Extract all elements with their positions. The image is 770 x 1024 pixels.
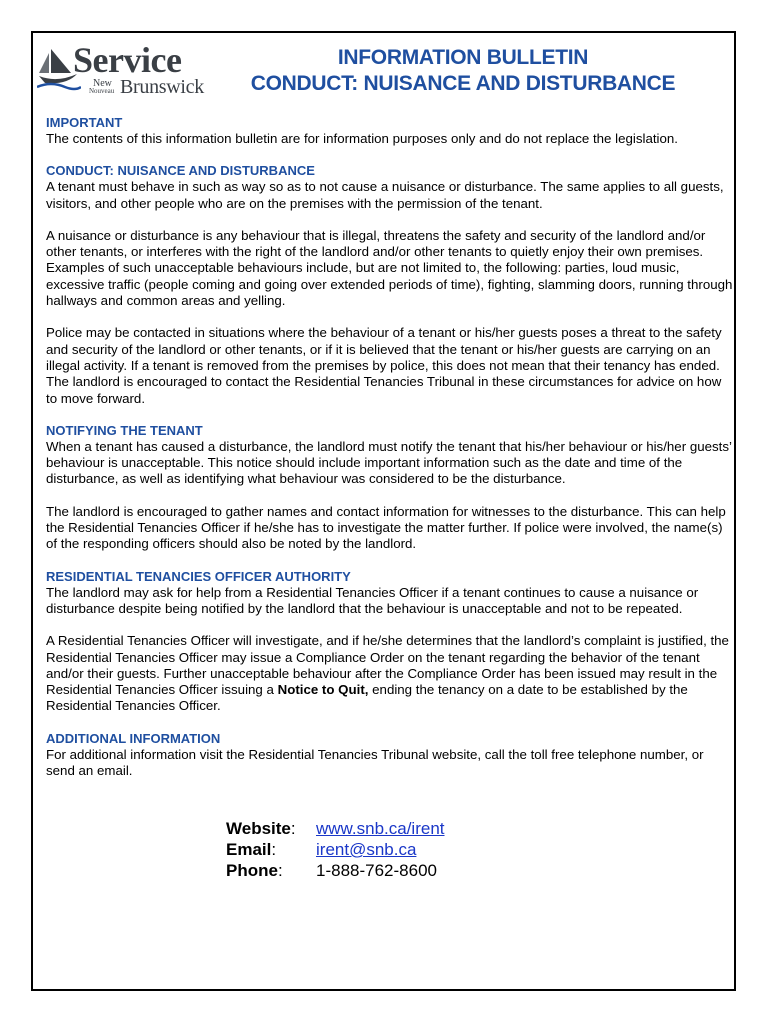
section-authority <box>46 569 736 715</box>
phone-number: 1-888-762-8600 <box>316 861 437 880</box>
logo-nouveau-text: Nouveau <box>89 87 115 95</box>
contact-block <box>226 818 445 881</box>
service-new-brunswick-logo <box>37 40 204 101</box>
email-link[interactable]: irent@snb.ca <box>316 840 417 859</box>
email-label: Email <box>226 840 272 859</box>
section-heading: NOTIFYING THE TENANT <box>46 422 203 438</box>
section-notifying <box>46 423 736 553</box>
contact-website-row <box>226 818 445 839</box>
section-important <box>46 115 736 147</box>
section-heading: RESIDENTIAL TENANCIES OFFICER AUTHORITY <box>46 568 351 584</box>
colon: : <box>277 861 283 880</box>
colon: : <box>290 819 296 838</box>
logo-brunswick-text: Brunswick <box>120 76 204 98</box>
bulletin-content <box>46 115 736 795</box>
phone-label: Phone <box>226 861 278 880</box>
website-link[interactable]: www.snb.ca/irent <box>316 819 445 838</box>
logo-new-text: New <box>93 78 112 89</box>
paragraph: Police may be contacted in situations where the behaviour of a tenant or his/her guests poses a threat to the safety and security of the landlord or other tenants, or if it is believed that the tenant or his/her guests are carrying on an illegal activity. If a tenant is removed from the premises by police, this does not mean that their tenancy has ended. The landlord is encouraged to contact the Residential Tenancies Tribunal in these circumstances for advice on how to move forward. <box>46 325 722 406</box>
website-label: Website <box>226 819 291 838</box>
paragraph-text: A Residential Tenancies Officer will investigate, and if he/she determines that the landlord’s complaint is justified, the Residential Tenancies Officer may issue a Compliance Order on the tenant regarding the behavior of the tenant and/or their guests. Further unacceptable behaviour after the Compliance Order has been issued may result in the Residential Tenancies Officer issuing a <box>46 633 729 698</box>
paragraph: A nuisance or disturbance is any behaviour that is illegal, threatens the safety and security of the landlord and/or other tenants, or interferes with the right of the landlord and/or other tenants to quietly enjoy their own premises. Examples of such unacceptable behaviours include, but are not limited to, the following: parties, loud music, excessive traffic (people coming and going over extended periods of time), fighting, slamming doors, running through hallways and common areas and yelling. <box>46 227 733 309</box>
title-line-2: CONDUCT: NUISANCE AND DISTURBANCE <box>250 72 676 95</box>
notice-to-quit-bold: Notice to Quit, <box>277 682 369 698</box>
paragraph: The landlord is encouraged to gather names and contact information for witnesses to the disturbance. This can help the Residential Tenancies Officer if he/she has to investigate the matter further. If police were involved, the name(s) of the responding officers should also be noted by the landlord. <box>46 503 726 552</box>
logo-service-text: Service <box>73 40 182 80</box>
section-conduct <box>46 163 736 407</box>
paragraph: When a tenant has caused a disturbance, the landlord must notify the tenant that his/her behaviour or his/her guests’ behaviour is unacceptable. This notice should include important information such as the date and time of the disturbance, as well as identifying what behaviour was considered to be the disturbance. <box>46 438 732 487</box>
section-additional <box>46 731 736 780</box>
paragraph-text: ending the tenancy on a date to be established by the Residential Tenancies Officer. <box>46 682 688 714</box>
paragraph: For additional information visit the Residential Tenancies Tribunal website, call the toll free telephone number, or send an email. <box>46 746 704 779</box>
contact-phone-row <box>226 860 445 881</box>
paragraph: The contents of this information bulletin are for information purposes only and do not replace the legislation. <box>46 131 678 146</box>
section-heading: IMPORTANT <box>46 115 123 130</box>
section-heading: CONDUCT: NUISANCE AND DISTURBANCE <box>46 163 315 179</box>
paragraph <box>46 633 736 714</box>
bulletin-title <box>213 45 713 97</box>
section-heading: ADDITIONAL INFORMATION <box>46 730 221 746</box>
contact-email-row <box>226 839 445 860</box>
colon: : <box>271 840 277 859</box>
paragraph: A tenant must behave in such as way so as to not cause a nuisance or disturbance. The same applies to all guests, visitors, and other people who are on the premises with the permission of the tenant. <box>46 179 724 211</box>
paragraph: The landlord may ask for help from a Residential Tenancies Officer if a tenant continues to cause a nuisance or disturbance despite being notified by the landlord that the behaviour is unacceptable and not to be repeated. <box>46 584 699 616</box>
title-line-1: INFORMATION BULLETIN <box>337 46 589 69</box>
bulletin-page <box>31 31 736 991</box>
